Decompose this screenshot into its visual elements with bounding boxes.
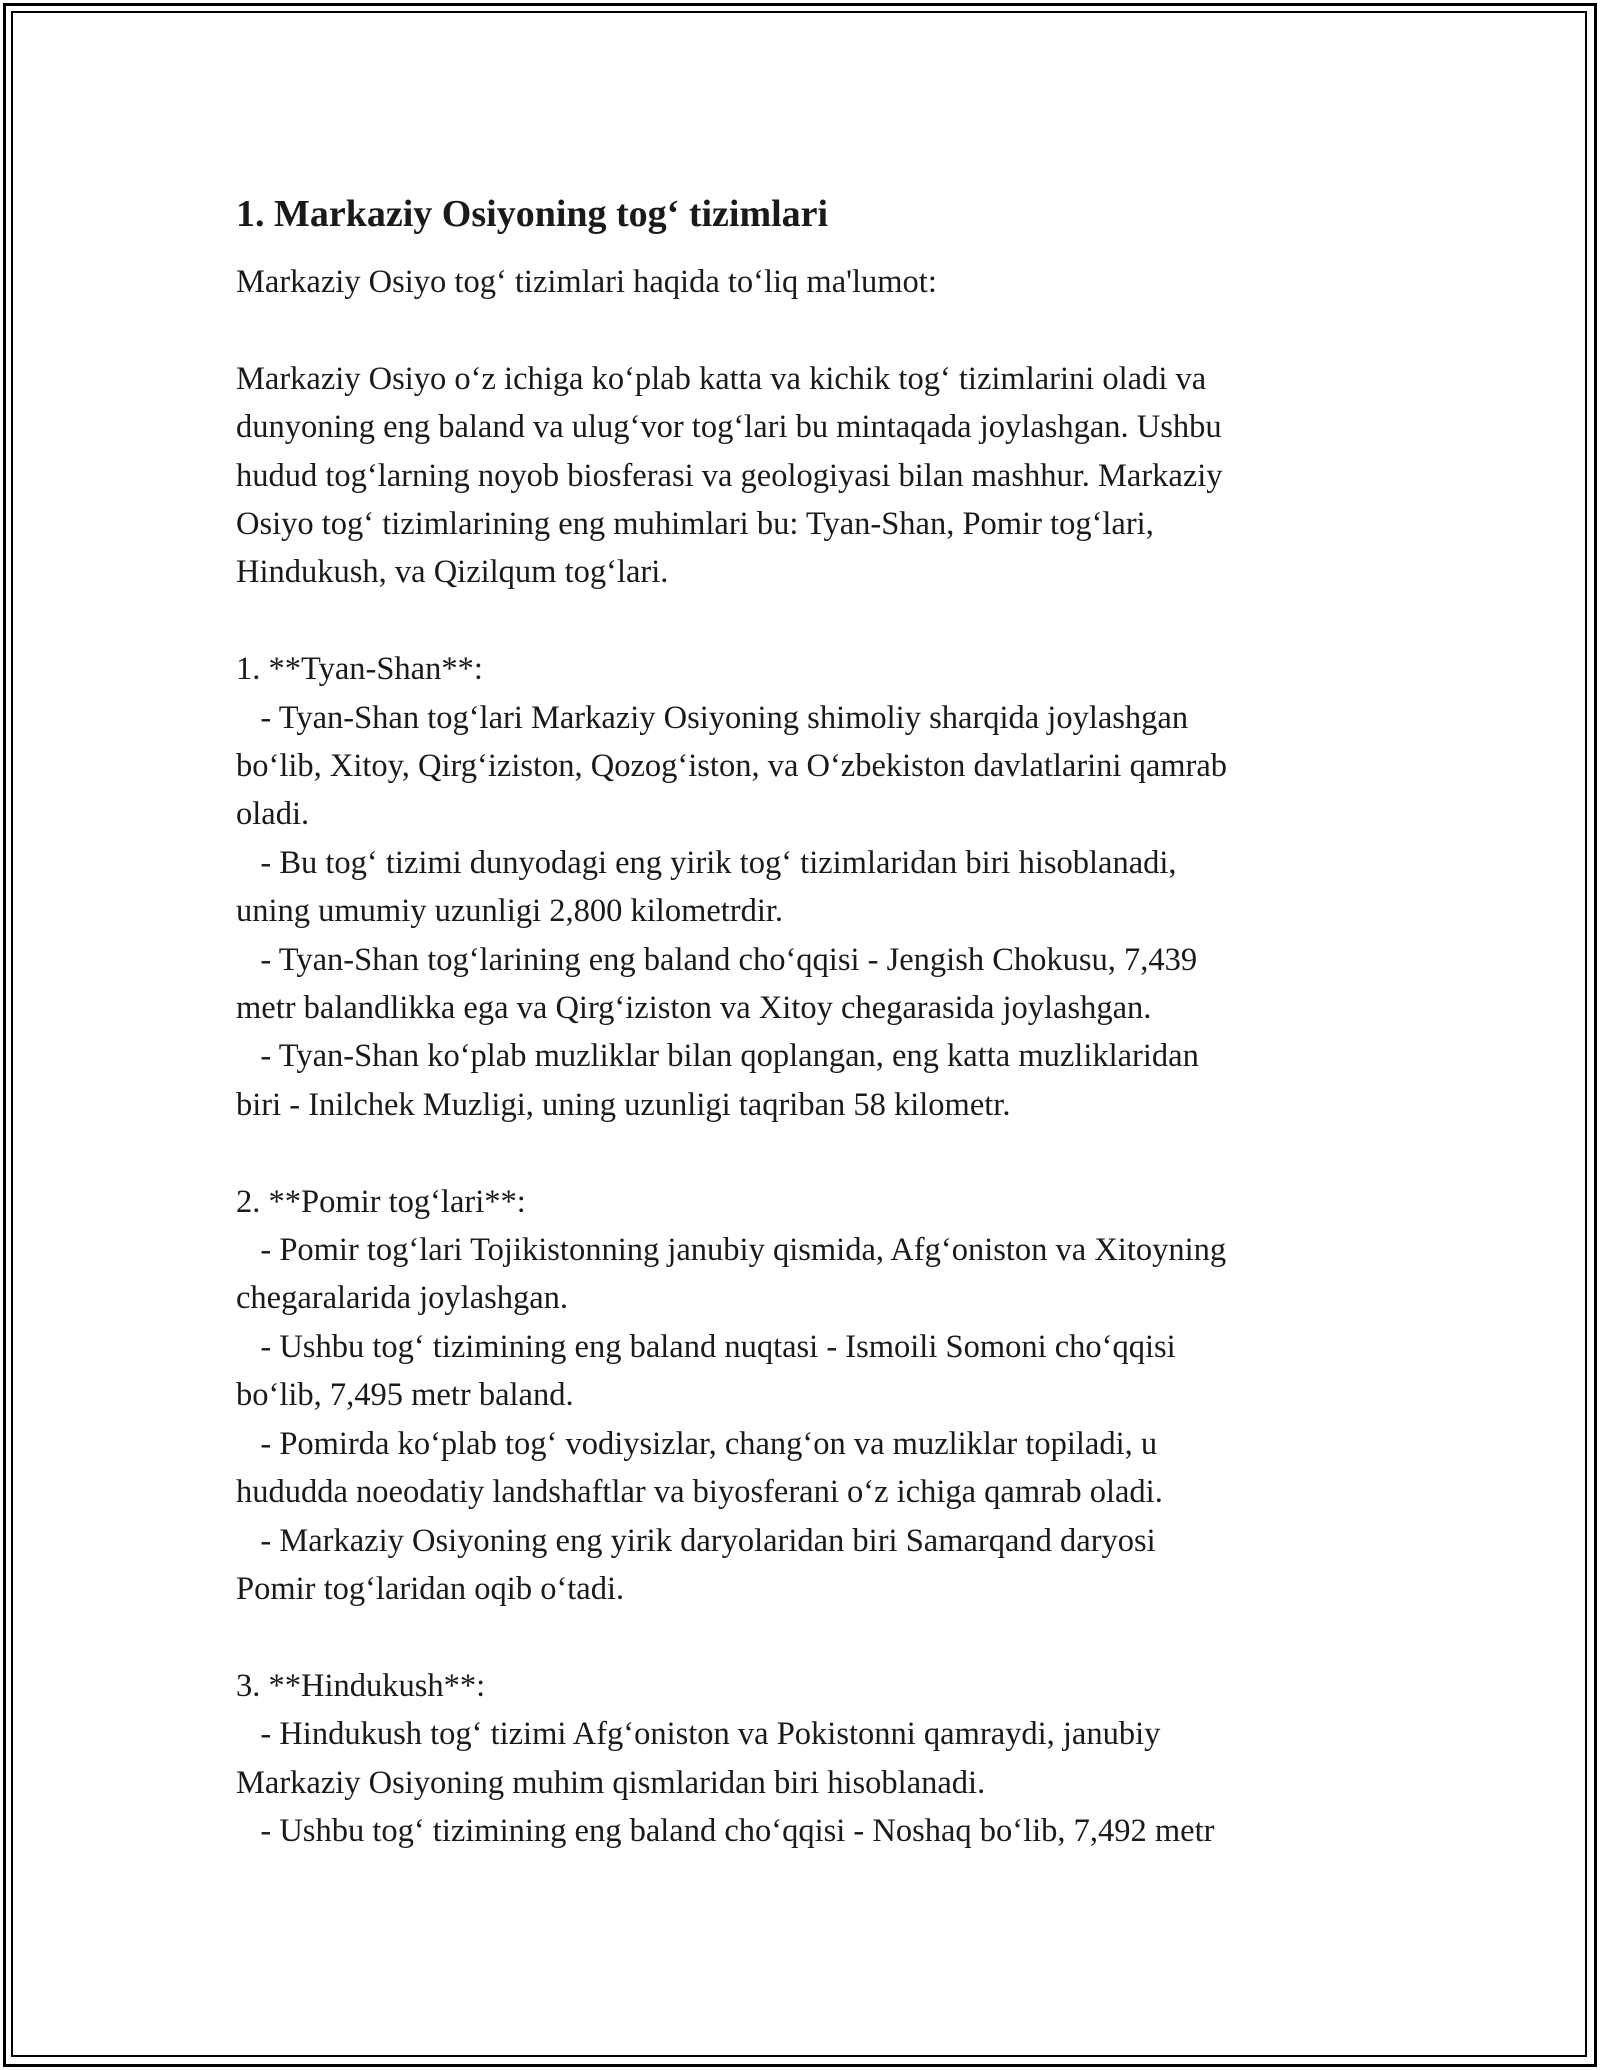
- intro-line: Markaziy Osiyo tog‘ tizimlari haqida to‘liq ma'lumot:: [236, 264, 937, 300]
- paragraph-line: dunyoning eng baland va ulug‘vor tog‘lari bu mintaqada joylashgan. Ushbu: [236, 409, 1222, 446]
- section-line: - Pomirda ko‘plab tog‘ vodiysizlar, chang‘on va muzliklar topiladi, u: [236, 1425, 1158, 1462]
- paragraph-line: hudud tog‘larning noyob biosferasi va geologiyasi bilan mashhur. Markaziy: [236, 457, 1223, 494]
- document-title: 1. Markaziy Osiyoning tog‘ tizimlari: [236, 193, 829, 235]
- section-line: metr balandlikka ega va Qirg‘iziston va Xitoy chegarasida joylashgan.: [236, 990, 1152, 1027]
- section-tyan-shan: [236, 645, 1376, 1129]
- overview-paragraph: [236, 355, 1376, 597]
- section-line: oladi.: [236, 796, 310, 833]
- section-line: Pomir tog‘laridan oqib o‘tadi.: [236, 1570, 625, 1607]
- section-line: bo‘lib, 7,495 metr baland.: [236, 1377, 574, 1414]
- section-line: - Markaziy Osiyoning eng yirik daryolaridan biri Samarqand daryosi: [236, 1522, 1156, 1559]
- section-heading: 1. **Tyan-Shan**:: [236, 651, 483, 688]
- section-line: - Tyan-Shan tog‘larining eng baland cho‘qqisi - Jengish Chokusu, 7,439: [236, 941, 1198, 978]
- section-line: - Tyan-Shan tog‘lari Markaziy Osiyoning shimoliy sharqida joylashgan: [236, 699, 1189, 736]
- section-line: - Tyan-Shan ko‘plab muzliklar bilan qoplangan, eng katta muzliklaridan: [236, 1038, 1199, 1075]
- section-heading: 2. **Pomir tog‘lari**:: [236, 1183, 526, 1220]
- section-line: - Bu tog‘ tizimi dunyodagi eng yirik tog‘ tizimlaridan biri hisoblanadi,: [236, 844, 1177, 881]
- document-body: [236, 355, 1376, 1856]
- paragraph-line: Osiyo tog‘ tizimlarining eng muhimlari bu: Tyan-Shan, Pomir tog‘lari,: [236, 506, 1154, 543]
- section-line: - Pomir tog‘lari Tojikistonning janubiy qismida, Afg‘oniston va Xitoyning: [236, 1232, 1227, 1269]
- paragraph-line: Hindukush, va Qizilqum tog‘lari.: [236, 554, 669, 591]
- section-line: Markaziy Osiyoning muhim qismlaridan biri hisoblanadi.: [236, 1764, 986, 1801]
- section-line: hududda noeodatiy landshaftlar va biyosferani o‘z ichiga qamrab oladi.: [236, 1474, 1163, 1511]
- section-pomir: [236, 1178, 1376, 1614]
- section-hindukush: [236, 1662, 1376, 1856]
- section-line: uning umumiy uzunligi 2,800 kilometrdir.: [236, 893, 784, 930]
- paragraph-line: Markaziy Osiyo o‘z ichiga ko‘plab katta va kichik tog‘ tizimlarini oladi va: [236, 360, 1207, 397]
- section-line: bo‘lib, Xitoy, Qirg‘iziston, Qozog‘iston, va O‘zbekiston davlatlarini qamrab: [236, 748, 1228, 785]
- section-heading: 3. **Hindukush**:: [236, 1667, 486, 1704]
- section-line: chegaralarida joylashgan.: [236, 1280, 569, 1317]
- section-line: - Ushbu tog‘ tizimining eng baland cho‘qqisi - Noshaq bo‘lib, 7,492 metr: [236, 1812, 1215, 1849]
- document-page: [236, 184, 1376, 1904]
- section-line: biri - Inilchek Muzligi, uning uzunligi taqriban 58 kilometr.: [236, 1086, 1011, 1123]
- section-line: - Hindukush tog‘ tizimi Afg‘oniston va Pokistonni qamraydi, janubiy: [236, 1716, 1161, 1753]
- section-line: - Ushbu tog‘ tizimining eng baland nuqtasi - Ismoili Somoni cho‘qqisi: [236, 1328, 1176, 1365]
